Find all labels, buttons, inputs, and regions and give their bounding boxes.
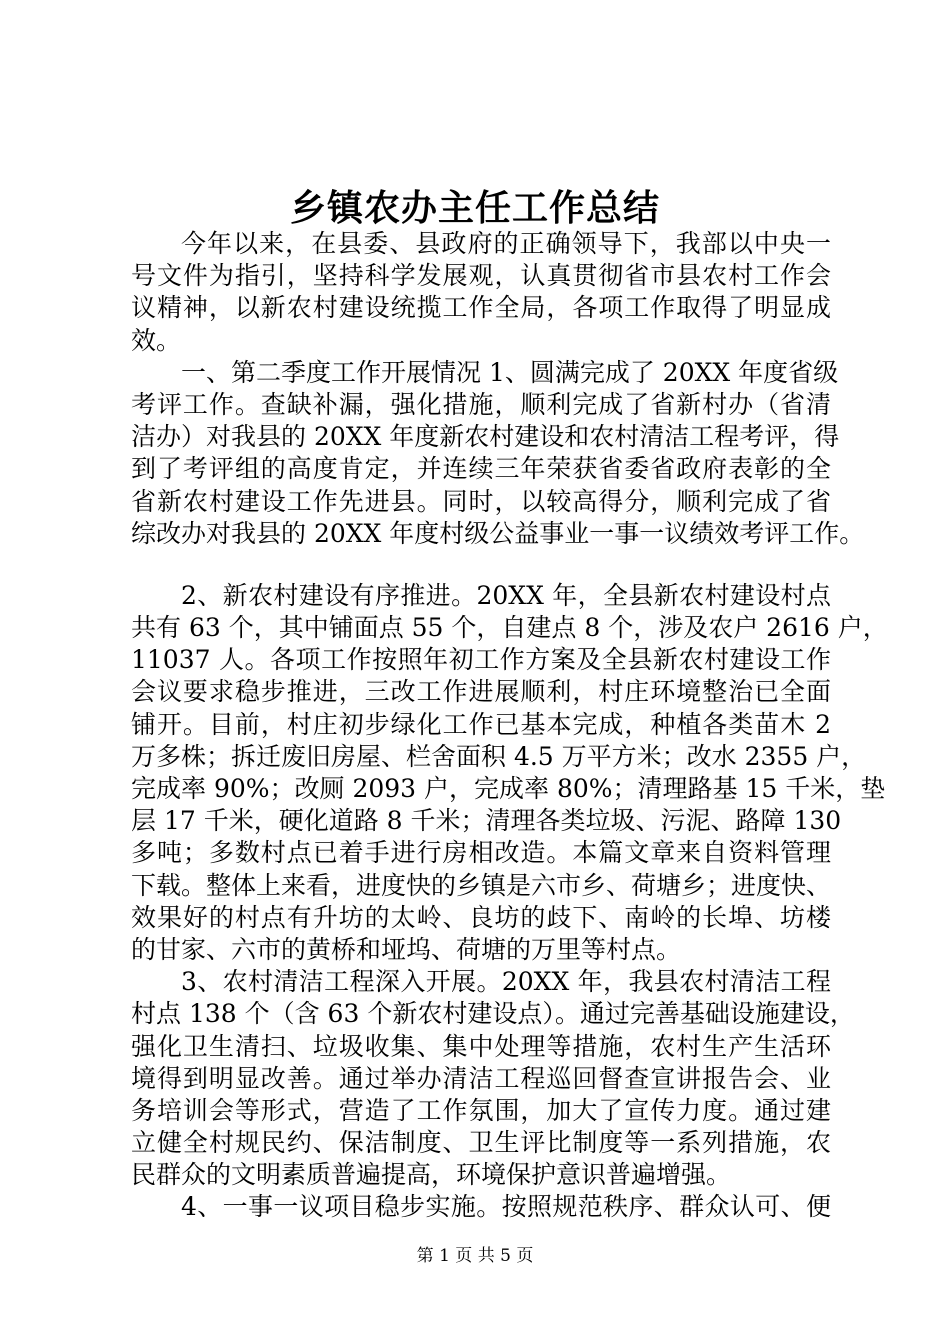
- paragraph-line: 考评工作。查缺补漏，强化措施，顺利完成了省新村办（省清: [131, 389, 831, 419]
- paragraph-line: 洁办）对我县的 20XX 年度新农村建设和农村清洁工程考评，得: [131, 422, 840, 452]
- paragraph-line: 万多株；拆迁废旧房屋、栏舍面积 4.5 万平方米；改水 2355 户，: [131, 741, 867, 771]
- paragraph-line: 2、新农村建设有序推进。20XX 年，全县新农村建设村点: [181, 580, 831, 610]
- paragraph-line: 号文件为指引，坚持科学发展观，认真贯彻省市县农村工作会: [131, 261, 831, 291]
- paragraph-line: 4、一事一议项目稳步实施。按照规范秩序、群众认可、便: [181, 1192, 831, 1222]
- paragraph-line: 议精神，以新农村建设统揽工作全局，各项工作取得了明显成: [131, 293, 831, 323]
- paragraph-line: 下载。整体上来看，进度快的乡镇是六市乡、荷塘乡；进度快、: [131, 870, 832, 900]
- paragraph-line: 到了考评组的高度肯定，并连续三年荣获省委省政府表彰的全: [131, 454, 831, 484]
- paragraph-line: 立健全村规民约、保洁制度、卫生评比制度等一系列措施，农: [131, 1128, 831, 1158]
- paragraph-line: 综改办对我县的 20XX 年度村级公益事业一事一议绩效考评工作。: [131, 518, 865, 548]
- paragraph-line: 今年以来，在县委、县政府的正确领导下，我部以中央一: [181, 229, 831, 258]
- paragraph-line: 务培训会等形式，营造了工作氛围，加大了宣传力度。通过建: [131, 1095, 831, 1125]
- paragraph-spacer: [131, 550, 831, 580]
- paragraph-line: 效果好的村点有升坊的太岭、良坊的歧下、南岭的长埠、坊楼: [131, 902, 831, 932]
- paragraph-line: 效。: [131, 325, 182, 355]
- document-title: 乡镇农办主任工作总结: [289, 187, 660, 229]
- paragraph-line: 3、农村清洁工程深入开展。20XX 年，我县农村清洁工程: [181, 967, 831, 997]
- paragraph-line: 完成率 90%；改厕 2093 户，完成率 80%；清理路基 15 千米，垫: [131, 774, 886, 803]
- paragraph-line: 铺开。目前，村庄初步绿化工作已基本完成，种植各类苗木 2: [131, 709, 831, 739]
- paragraph-line: 会议要求稳步推进，三改工作进展顺利，村庄环境整治已全面: [131, 677, 831, 707]
- page-number-footer: 第 1 页 共 5 页: [416, 1246, 534, 1266]
- document-body: [131, 228, 888, 1224]
- paragraph-line: 11037 人。各项工作按照年初工作方案及全县新农村建设工作: [131, 645, 831, 675]
- paragraph-line: 共有 63 个，其中铺面点 55 个，自建点 8 个，涉及农户 2616 户，: [131, 613, 888, 643]
- paragraph-line: 多吨；多数村点已着手进行房相改造。本篇文章来自资料管理: [131, 838, 831, 868]
- paragraph-line: 境得到明显改善。通过举办清洁工程巡回督查宣讲报告会、业: [131, 1063, 831, 1093]
- paragraph-line: 强化卫生清扫、垃圾收集、集中处理等措施，农村生产生活环: [131, 1031, 831, 1061]
- paragraph-line: 民群众的文明素质普遍提高，环境保护意识普遍增强。: [131, 1160, 732, 1190]
- paragraph-line: 村点 138 个（含 63 个新农村建设点）。通过完善基础设施建设，: [131, 999, 855, 1029]
- paragraph-line: 一、第二季度工作开展情况 1、圆满完成了 20XX 年度省级: [181, 357, 839, 387]
- paragraph-line: 的甘家、六市的黄桥和垭坞、荷塘的万里等村点。: [131, 934, 682, 964]
- paragraph-line: 层 17 千米，硬化道路 8 千米；清理各类垃圾、污泥、路障 130: [131, 806, 842, 836]
- paragraph-line: 省新农村建设工作先进县。同时，以较高得分，顺利完成了省: [131, 486, 831, 516]
